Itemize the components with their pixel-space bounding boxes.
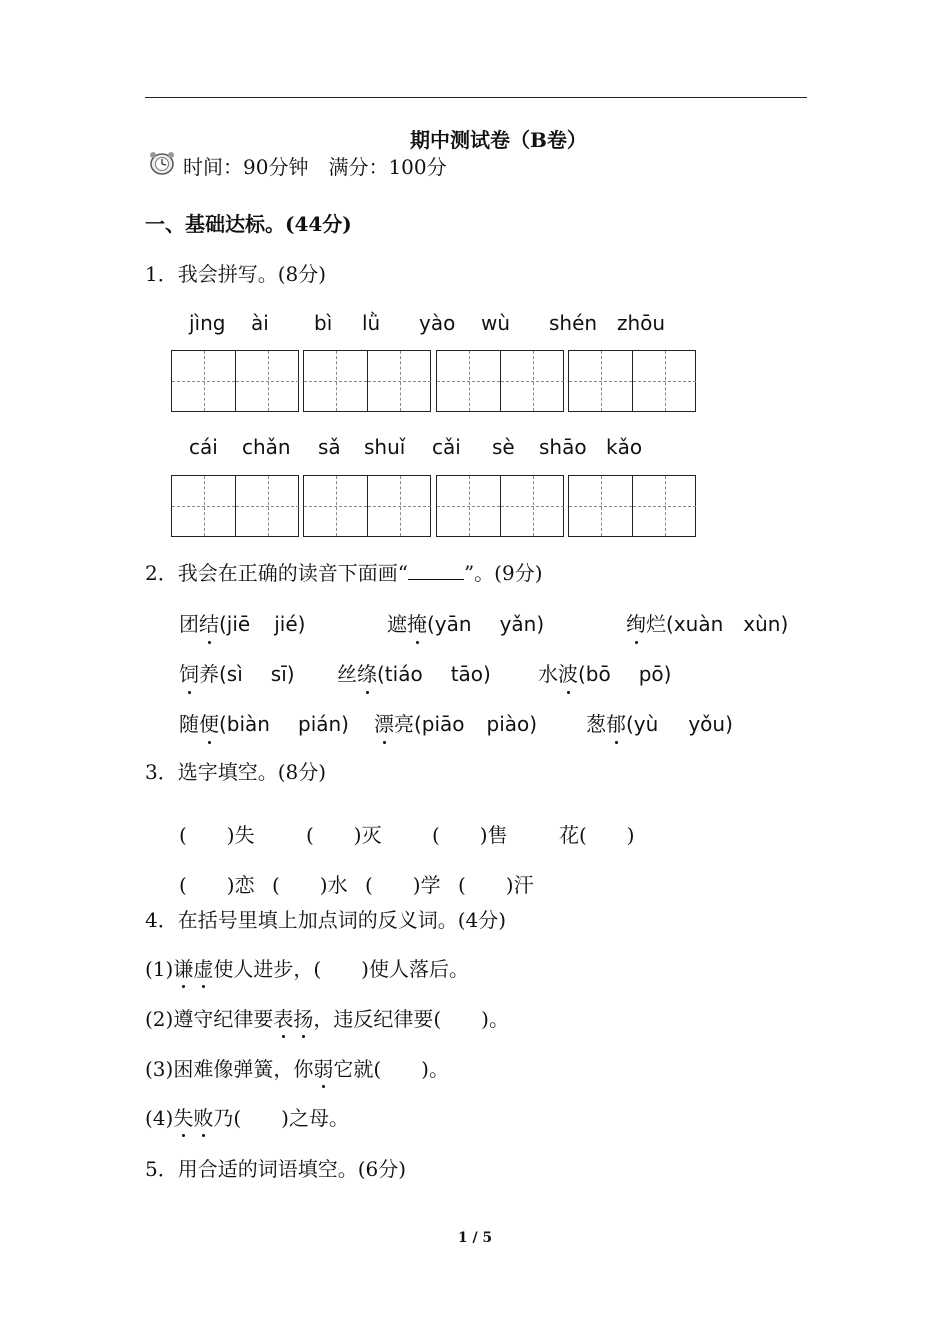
writing-box[interactable] [171, 475, 299, 537]
pinyin: bì [314, 311, 333, 335]
antonym-sentence-4: (4)失败乃( )之母。 [145, 1106, 349, 1130]
fill-blank-item[interactable]: ( )失 [179, 823, 255, 847]
pinyin: cǎi [432, 435, 461, 459]
pronunciation-item: 漂亮(piāo piào) [374, 708, 537, 737]
clock-icon [148, 150, 176, 180]
pronunciation-item: 遮掩(yān yǎn) [387, 608, 544, 637]
question-5-label: 5．用合适的词语填空。(6分) [145, 1157, 407, 1181]
antonym-sentence-3: (3)困难像弹簧，你弱它就( )。 [145, 1057, 449, 1081]
pinyin: wù [481, 311, 511, 335]
pinyin: sè [492, 435, 515, 459]
writing-box[interactable] [171, 350, 299, 412]
header-rule [145, 97, 807, 98]
fill-blank-item[interactable]: 花( ) [559, 823, 635, 847]
pinyin: cái [189, 435, 218, 459]
fill-blank-item[interactable]: ( )汗 [458, 873, 534, 897]
page-title: 期中测试卷（B卷） [410, 128, 587, 152]
pinyin: sǎ [318, 435, 341, 459]
pronunciation-item: 绚烂(xuàn xùn) [626, 608, 788, 637]
antonym-sentence-1: (1)谦虚使人进步，( )使人落后。 [145, 957, 469, 981]
pinyin: kǎo [606, 435, 643, 459]
question-2-label: 2．我会在正确的读音下面画“ ”。(9分) [145, 561, 543, 585]
fill-blank-item[interactable]: ( )恋 [179, 873, 255, 897]
fill-blank-item[interactable]: ( )售 [432, 823, 508, 847]
pronunciation-item: 饲养(sì sī) [179, 658, 295, 687]
exam-info: 时间：90分钟 满分：100分 [183, 155, 447, 179]
pronunciation-item: 水波(bō pō) [538, 658, 671, 687]
fill-blank-item[interactable]: ( )灭 [306, 823, 382, 847]
fill-blank-item[interactable]: ( )水 [272, 873, 348, 897]
section-heading: 一、基础达标。(44分) [145, 212, 352, 236]
pronunciation-item: 随便(biàn pián) [179, 708, 349, 737]
writing-box[interactable] [303, 475, 431, 537]
pronunciation-item: 团结(jiē jié) [179, 608, 305, 637]
page-number: 1 / 5 [457, 1230, 493, 1246]
writing-box[interactable] [436, 475, 564, 537]
pinyin: shuǐ [364, 435, 406, 459]
question-4-label: 4．在括号里填上加点词的反义词。(4分) [145, 908, 507, 932]
pinyin: shén [549, 311, 598, 335]
writing-box[interactable] [568, 350, 696, 412]
pinyin: chǎn [242, 435, 291, 459]
underline-blank [408, 561, 464, 580]
pinyin: ài [251, 311, 269, 335]
pinyin: lǜ [362, 311, 381, 335]
pronunciation-item: 丝绦(tiáo tāo) [337, 658, 491, 687]
question-3-label: 3．选字填空。(8分) [145, 760, 327, 784]
pinyin: zhōu [617, 311, 666, 335]
writing-box[interactable] [568, 475, 696, 537]
pinyin: yào [419, 311, 456, 335]
pronunciation-item: 葱郁(yù yǒu) [586, 708, 733, 737]
fill-blank-item[interactable]: ( )学 [365, 873, 441, 897]
writing-box[interactable] [303, 350, 431, 412]
writing-box[interactable] [436, 350, 564, 412]
pinyin: shāo [539, 435, 587, 459]
question-1-label: 1．我会拼写。(8分) [145, 262, 327, 286]
antonym-sentence-2: (2)遵守纪律要表扬，违反纪律要( )。 [145, 1007, 509, 1031]
pinyin: jìng [189, 311, 226, 335]
